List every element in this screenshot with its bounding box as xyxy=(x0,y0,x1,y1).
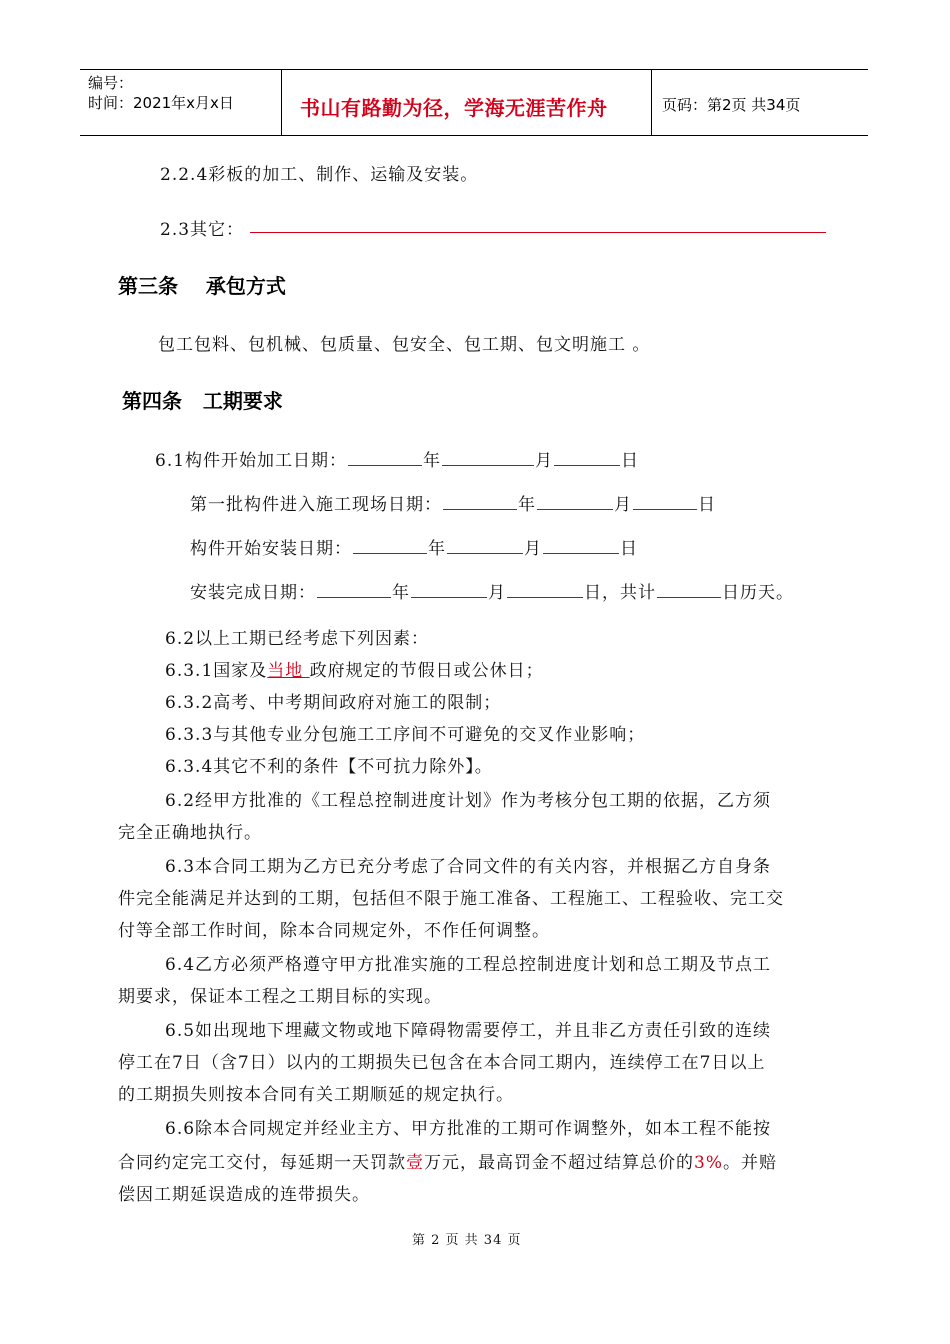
date-row-install-start xyxy=(190,534,638,559)
unit-day-total: 日，共计 xyxy=(584,583,656,603)
clause-6-6-cap-text: 万元，最高罚金不超过结算总价的 xyxy=(424,1153,694,1173)
unit-year: 年 xyxy=(392,583,410,603)
clause-6-6-line3: 偿因工期延误造成的连带损失。 xyxy=(118,1185,370,1205)
clause-6-3-1-local: 当地 xyxy=(267,661,310,681)
clause-6-5-line1: 6.5如出现地下埋藏文物或地下障碍物需要停工，并且非乙方责任引致的连续 xyxy=(165,1021,772,1041)
clause-6-3-period-line3: 付等全部工作时间，除本合同规定外，不作任何调整。 xyxy=(118,921,550,941)
clause-6-3-period-line1: 6.3本合同工期为乙方已充分考虑了合同文件的有关内容，并根据乙方自身条 xyxy=(165,857,772,877)
day-blank xyxy=(507,580,583,598)
header-code-label: 编号： xyxy=(88,74,134,92)
clause-6-5-line2: 停工在7日（含7日）以内的工期损失已包含在本合同工期内，连续停工在7日以上 xyxy=(118,1053,766,1073)
year-blank xyxy=(317,580,391,598)
unit-year: 年 xyxy=(423,451,442,471)
page-footer: 第 2 页 共 34 页 xyxy=(412,1233,522,1248)
unit-day: 日 xyxy=(621,451,640,471)
unit-year: 年 xyxy=(518,495,536,515)
unit-year: 年 xyxy=(428,539,446,559)
clause-6-3-2: 6.3.2高考、中考期间政府对施工的限制； xyxy=(165,693,502,713)
clause-6-3-3: 6.3.3与其他专业分包施工工序间不可避免的交叉作业影响； xyxy=(165,725,646,745)
clause-6-2-schedule-line1: 6.2经甲方批准的《工程总控制进度计划》作为考核分包工期的依据，乙方须 xyxy=(165,791,772,811)
unit-day: 日 xyxy=(698,495,716,515)
header-motto: 书山有路勤为径，学海无涯苦作舟 xyxy=(300,96,608,120)
day-blank xyxy=(554,448,620,466)
month-blank xyxy=(537,492,613,510)
item-2-3-blank-line xyxy=(250,232,826,233)
item-2-3-label: 2.3其它： xyxy=(160,220,245,240)
month-blank xyxy=(411,580,487,598)
date-row-label: 安装完成日期： xyxy=(190,583,316,603)
clause-6-6-penalty-amount: 壹 xyxy=(406,1153,424,1173)
date-row-label: 6.1构件开始加工日期： xyxy=(155,451,348,471)
clause-6-3-1-pre: 6.3.1国家及 xyxy=(165,661,268,681)
header-divider-left xyxy=(281,69,282,135)
clause-6-3-period-line2: 件完全能满足并达到的工期，包括但不限于施工准备、工程施工、工程验收、完工交 xyxy=(118,889,784,909)
unit-day: 日 xyxy=(620,539,638,559)
clause-6-4-line2: 期要求，保证本工程之工期目标的实现。 xyxy=(118,987,442,1007)
clause-6-6-tail: 。并赔 xyxy=(722,1153,777,1173)
unit-month: 月 xyxy=(488,583,506,603)
article-3-text: 包工包料、包机械、包质量、包安全、包工期、包文明施工 。 xyxy=(158,335,651,355)
clause-6-2-factors: 6.2以上工期已经考虑下列因素： xyxy=(165,629,430,649)
day-blank xyxy=(633,492,697,510)
header-bottom-border xyxy=(80,135,868,136)
unit-month: 月 xyxy=(535,451,554,471)
clause-6-6-cap-percent: 3% xyxy=(694,1153,723,1173)
clause-6-4-line1: 6.4乙方必须严格遵守甲方批准实施的工程总控制进度计划和总工期及节点工 xyxy=(165,955,772,975)
unit-month: 月 xyxy=(614,495,632,515)
clause-6-6-line1: 6.6除本合同规定并经业主方、甲方批准的工期可作调整外，如本工程不能按 xyxy=(165,1119,772,1139)
date-row-install-complete xyxy=(190,578,794,603)
clause-6-6-line2 xyxy=(118,1148,777,1173)
clause-6-3-1 xyxy=(165,656,544,681)
article-4-title: 第四条 工期要求 xyxy=(122,389,283,413)
header-page-label: 页码：第2页 共34页 xyxy=(662,96,801,114)
article-3-title: 第三条 承包方式 xyxy=(118,274,286,298)
date-row-first-batch-arrival xyxy=(190,490,716,515)
day-blank xyxy=(543,536,619,554)
clause-6-3-4: 6.3.4其它不利的条件【不可抗力除外】。 xyxy=(165,757,493,777)
clause-6-3-1-post: 政府规定的节假日或公休日； xyxy=(309,661,544,681)
unit-month: 月 xyxy=(524,539,542,559)
unit-calendar-days: 日历天。 xyxy=(722,583,794,603)
date-row-label: 第一批构件进入施工现场日期： xyxy=(190,495,442,515)
total-days-blank xyxy=(657,580,721,598)
clause-6-5-line3: 的工期损失则按本合同有关工期顺延的规定执行。 xyxy=(118,1085,514,1105)
header-divider-right xyxy=(651,69,652,135)
item-2-2-4: 2.2.4彩板的加工、制作、运输及安装。 xyxy=(160,165,479,185)
year-blank xyxy=(353,536,427,554)
year-blank xyxy=(443,492,517,510)
clause-6-2-schedule-line2: 完全正确地执行。 xyxy=(118,823,262,843)
month-blank xyxy=(442,448,534,466)
date-row-label: 构件开始安装日期： xyxy=(190,539,352,559)
year-blank xyxy=(348,448,422,466)
date-row-processing-start xyxy=(155,446,639,471)
month-blank xyxy=(447,536,523,554)
header-top-border xyxy=(80,69,868,70)
header-time-label: 时间：2021年x月x日 xyxy=(88,94,234,112)
clause-6-6-penalty-text: 合同约定完工交付，每延期一天罚款 xyxy=(118,1153,406,1173)
